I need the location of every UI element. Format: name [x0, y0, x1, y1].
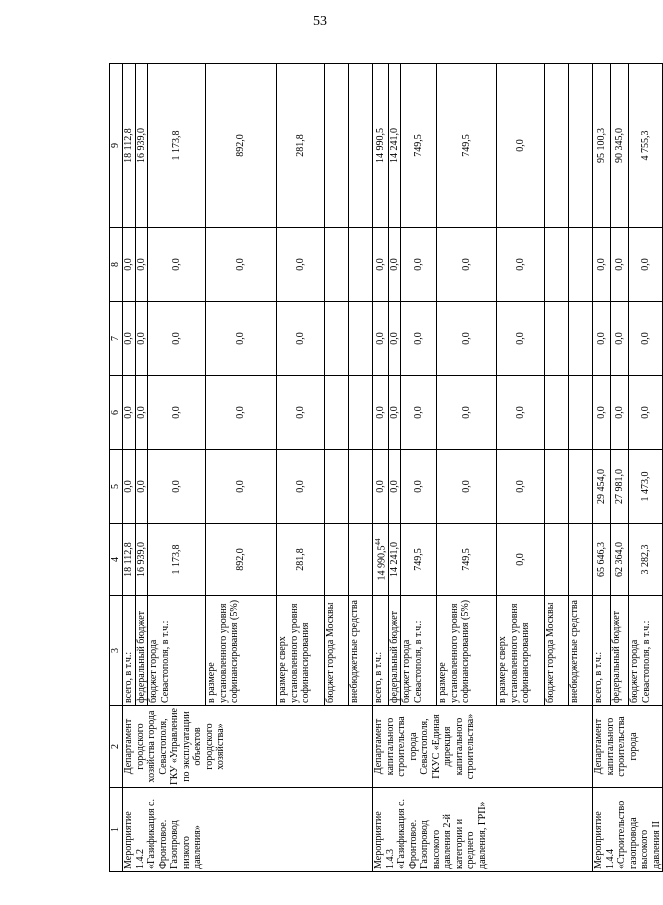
value-text: 14 990,5	[376, 545, 388, 581]
value-text: 0,0	[135, 332, 147, 345]
value-cell	[593, 302, 611, 376]
value-text: 3 282,3	[639, 544, 651, 575]
value-cell	[135, 524, 148, 596]
value-text: 0,0	[170, 258, 182, 271]
value-text: 0,0	[170, 406, 182, 419]
value-cell	[593, 228, 611, 302]
value-cell	[629, 302, 663, 376]
value-cell	[148, 302, 206, 376]
value-text: 0,0	[123, 258, 134, 271]
value-text: 0,0	[235, 332, 247, 345]
value-text: 749,5	[461, 134, 473, 157]
value-cell	[545, 64, 569, 228]
value-text: 892,0	[235, 548, 247, 571]
value-text: 0,0	[294, 332, 306, 345]
value-cell	[349, 450, 373, 524]
funding-source-cell: бюджет города Москвы	[545, 596, 569, 706]
value-text: 0,0	[170, 480, 182, 493]
value-cell	[325, 376, 349, 450]
value-cell	[593, 64, 611, 228]
value-cell	[629, 64, 663, 228]
column-header: 8	[110, 228, 123, 302]
value-cell	[349, 376, 373, 450]
value-text: 281,8	[294, 134, 306, 157]
funding-source-cell: федеральный бюджет	[611, 596, 629, 706]
value-text: 0,0	[515, 258, 527, 271]
value-cell	[497, 376, 545, 450]
value-text: 1 173,8	[170, 130, 182, 161]
value-text: 0,0	[461, 332, 473, 345]
value-cell	[388, 64, 401, 228]
value-text: 749,5	[461, 548, 473, 571]
value-cell	[325, 450, 349, 524]
value-cell	[401, 302, 437, 376]
value-text: 18 112,8	[123, 542, 134, 577]
funding-source-cell: федеральный бюджет	[135, 596, 148, 706]
value-cell	[277, 64, 325, 228]
value-text: 0,0	[135, 480, 147, 493]
funding-source-cell: всего, в т.ч.:	[373, 596, 389, 706]
value-cell	[325, 228, 349, 302]
value-cell	[325, 64, 349, 228]
value-text: 0,0	[596, 258, 607, 271]
value-cell	[206, 302, 277, 376]
value-text: 0,0	[235, 258, 247, 271]
value-cell	[325, 302, 349, 376]
funding-source-cell: в размере сверх установленного уровня софинансирования	[277, 596, 325, 706]
funding-source-cell: в размере сверх установленного уровня софинансирования	[497, 596, 545, 706]
value-cell	[135, 376, 148, 450]
value-text: 62 364,0	[613, 542, 625, 577]
value-text: 0,0	[388, 480, 400, 493]
column-header: 9	[110, 64, 123, 228]
value-text: 0,0	[170, 332, 182, 345]
value-cell	[611, 450, 629, 524]
footnote-marker: 44	[374, 538, 382, 546]
value-text: 1 173,8	[170, 544, 182, 575]
value-text: 749,5	[413, 548, 425, 571]
measure-cell: Мероприятие 1.4.2 «Газификация с. Фронтовое. Газопровод низкого давления»	[123, 788, 373, 872]
value-text: 0,0	[515, 553, 527, 566]
value-text: 18 112,8	[123, 128, 134, 163]
value-text: 0,0	[294, 480, 306, 493]
value-cell	[388, 376, 401, 450]
value-cell	[569, 450, 593, 524]
value-text: 0,0	[135, 258, 147, 271]
value-text: 0,0	[294, 258, 306, 271]
value-cell	[148, 64, 206, 228]
value-text: 892,0	[235, 134, 247, 157]
value-cell	[123, 228, 136, 302]
value-text: 27 981,0	[613, 469, 625, 504]
column-header: 3	[110, 596, 123, 706]
value-text: 749,5	[413, 134, 425, 157]
value-text: 0,0	[374, 406, 386, 419]
value-text: 0,0	[596, 332, 607, 345]
value-cell	[437, 302, 497, 376]
value-text: 14 241,0	[388, 128, 400, 163]
value-text: 0,0	[235, 406, 247, 419]
value-cell	[569, 302, 593, 376]
value-cell	[611, 302, 629, 376]
value-cell	[545, 376, 569, 450]
rotated-table-wrapper	[109, 64, 662, 872]
value-cell	[437, 228, 497, 302]
value-cell	[206, 64, 277, 228]
value-cell	[388, 524, 401, 596]
value-cell	[401, 450, 437, 524]
page-number: 53	[313, 14, 327, 29]
column-header: 5	[110, 450, 123, 524]
value-cell	[437, 376, 497, 450]
value-text: 0,0	[639, 258, 651, 271]
value-cell	[611, 64, 629, 228]
value-text: 0,0	[374, 258, 386, 271]
value-text: 0,0	[388, 332, 400, 345]
table-body	[123, 64, 663, 872]
value-cell	[611, 524, 629, 596]
value-cell	[206, 524, 277, 596]
value-cell	[135, 302, 148, 376]
value-cell	[135, 228, 148, 302]
value-text: 0,0	[596, 406, 607, 419]
value-cell	[277, 376, 325, 450]
value-text: 0,0	[613, 332, 625, 345]
value-cell	[569, 64, 593, 228]
value-text: 0,0	[388, 258, 400, 271]
value-text: 0,0	[461, 258, 473, 271]
table-row	[123, 64, 136, 872]
value-cell	[349, 524, 373, 596]
value-cell	[629, 228, 663, 302]
value-text: 14 241,0	[388, 542, 400, 577]
table-row	[373, 64, 389, 872]
funding-source-cell: внебюджетные средства	[569, 596, 593, 706]
value-cell	[437, 524, 497, 596]
value-cell	[277, 450, 325, 524]
value-cell	[123, 64, 136, 228]
value-cell	[545, 228, 569, 302]
value-text: 16 939,0	[135, 542, 147, 577]
value-text: 90 345,0	[613, 128, 625, 163]
value-cell	[593, 376, 611, 450]
value-cell	[206, 228, 277, 302]
value-cell	[611, 376, 629, 450]
measure-cell: Мероприятие 1.4.3 «Газификация с. Фронтовое. Газопровод высокого давления 2-й категории и среднего давления, ГРП»	[373, 788, 593, 872]
column-header: 7	[110, 302, 123, 376]
value-cell	[123, 524, 136, 596]
funding-source-cell: всего, в т.ч.:	[123, 596, 136, 706]
value-text: 0,0	[613, 258, 625, 271]
value-cell	[277, 524, 325, 596]
value-cell	[206, 376, 277, 450]
value-cell	[388, 228, 401, 302]
funding-source-cell: бюджет города Севастополя, в т.ч.:	[629, 596, 663, 706]
value-cell	[401, 376, 437, 450]
value-text: 281,8	[294, 548, 306, 571]
value-text: 0,0	[515, 480, 527, 493]
value-cell	[497, 228, 545, 302]
value-cell	[545, 450, 569, 524]
value-cell	[349, 302, 373, 376]
value-cell	[629, 524, 663, 596]
value-cell	[373, 64, 389, 228]
executor-cell: Департамент городского хозяйства города Севастополя, ГКУ «Управление по эксплуатации объектов городского хозяйства»	[123, 706, 373, 788]
value-cell	[593, 524, 611, 596]
value-cell	[593, 450, 611, 524]
value-cell	[277, 228, 325, 302]
value-cell	[401, 228, 437, 302]
value-cell	[123, 302, 136, 376]
column-header: 1	[110, 788, 123, 872]
funding-source-cell: бюджет города Севастополя, в т.ч.:	[401, 596, 437, 706]
value-cell	[437, 450, 497, 524]
funding-source-cell: бюджет города Севастополя, в т.ч.:	[148, 596, 206, 706]
value-text: 0,0	[123, 480, 134, 493]
value-cell	[545, 302, 569, 376]
value-text: 0,0	[515, 406, 527, 419]
value-cell	[611, 228, 629, 302]
value-text: 0,0	[639, 406, 651, 419]
value-cell	[325, 524, 349, 596]
value-text: 0,0	[374, 480, 386, 493]
value-cell	[373, 524, 389, 596]
table-row	[593, 64, 611, 872]
funding-source-cell: бюджет города Москвы	[325, 596, 349, 706]
funding-source-cell: всего, в т.ч.:	[593, 596, 611, 706]
value-text: 0,0	[123, 332, 134, 345]
value-text: 0,0	[374, 332, 386, 345]
value-text: 0,0	[235, 480, 247, 493]
value-cell	[135, 64, 148, 228]
value-cell	[388, 302, 401, 376]
value-text: 0,0	[294, 406, 306, 419]
value-cell	[629, 376, 663, 450]
value-cell	[349, 228, 373, 302]
value-cell	[123, 376, 136, 450]
funding-source-cell: в размере установленного уровня софинансирования (5%)	[206, 596, 277, 706]
value-cell	[135, 450, 148, 524]
value-text: 16 939,0	[135, 128, 147, 163]
value-text: 0,0	[461, 406, 473, 419]
value-cell	[373, 376, 389, 450]
value-cell	[148, 376, 206, 450]
value-cell	[497, 302, 545, 376]
value-cell	[373, 302, 389, 376]
value-cell	[388, 450, 401, 524]
value-text: 0,0	[413, 406, 425, 419]
value-cell	[373, 228, 389, 302]
value-cell	[569, 376, 593, 450]
value-text: 0,0	[639, 332, 651, 345]
value-cell	[123, 450, 136, 524]
value-cell	[569, 524, 593, 596]
value-cell	[437, 64, 497, 228]
value-cell	[148, 450, 206, 524]
column-header: 6	[110, 376, 123, 450]
value-text: 95 100,3	[596, 128, 607, 163]
value-cell	[497, 450, 545, 524]
column-header: 4	[110, 524, 123, 596]
value-text: 0,0	[413, 258, 425, 271]
funding-source-cell: в размере установленного уровня софинансирования (5%)	[437, 596, 497, 706]
value-cell	[497, 524, 545, 596]
value-cell	[206, 450, 277, 524]
value-text: 0,0	[135, 406, 147, 419]
value-text: 0,0	[461, 480, 473, 493]
value-text: 0,0	[413, 480, 425, 493]
column-header: 2	[110, 706, 123, 788]
value-text: 0,0	[515, 139, 527, 152]
value-text: 14 990,5	[374, 128, 386, 163]
budget-table	[109, 63, 663, 872]
value-text: 1 473,0	[639, 471, 651, 502]
value-cell	[569, 228, 593, 302]
funding-source-cell: федеральный бюджет	[388, 596, 401, 706]
value-cell	[373, 450, 389, 524]
value-cell	[401, 64, 437, 228]
column-number-row	[110, 64, 123, 872]
measure-cell: Мероприятие 1.4.4 «Строительство газопровода высокого давления II	[593, 788, 663, 872]
value-cell	[629, 450, 663, 524]
value-text: 0,0	[413, 332, 425, 345]
value-cell	[148, 524, 206, 596]
value-text: 29 454,0	[596, 469, 607, 504]
value-cell	[349, 64, 373, 228]
funding-source-cell: внебюджетные средства	[349, 596, 373, 706]
value-text: 4 755,3	[639, 130, 651, 161]
value-text: 65 646,3	[596, 542, 607, 577]
value-text: 0,0	[123, 406, 134, 419]
executor-cell: Департамент капитального строительства города Севастополя, ГКУС «Единая дирекция капитального строительства»	[373, 706, 593, 788]
value-cell	[148, 228, 206, 302]
value-cell	[277, 302, 325, 376]
value-text: 0,0	[613, 406, 625, 419]
value-text: 0,0	[388, 406, 400, 419]
executor-cell: Департамент капитального строительства города	[593, 706, 663, 788]
value-cell	[545, 524, 569, 596]
budget-table-page	[109, 64, 662, 872]
value-cell	[497, 64, 545, 228]
value-cell	[401, 524, 437, 596]
value-text: 0,0	[515, 332, 527, 345]
